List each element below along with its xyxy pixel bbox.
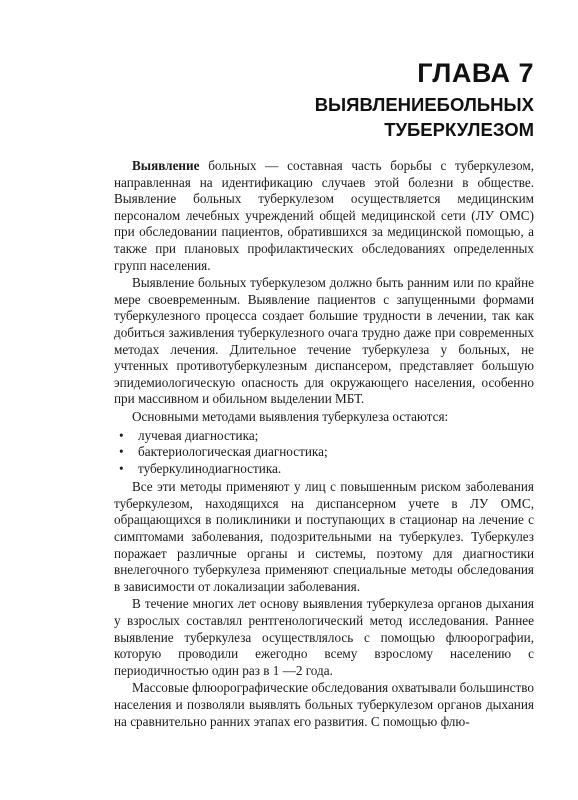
paragraph-2: Выявление больных туберкулезом должно быть ранним или по крайне мере своевременным. Выявление пациентов с запущенными формами туберкулезного процесса создает большие трудности в лечении, так как добиться заживления туберкулезного очага трудно даже при современных методах лечения. Длительное течение туберкулеза у больных, не учтенных противотуберкулезным диспансером, представляет большую эпидемиологическую опасность для окружающего населения, особенно при массивном и обильном выделении МБТ. <box>114 275 534 407</box>
list-item: • туберкулинодиагностика. <box>114 461 534 478</box>
chapter-title <box>315 92 534 142</box>
chapter-number: ГЛАВА 7 <box>417 58 534 88</box>
paragraph-1 <box>114 158 534 274</box>
methods-list <box>114 428 534 478</box>
list-item: • лучевая диагностика; <box>114 428 534 445</box>
chapter-title-line-1: ВЫЯВЛЕНИЕБОЛЬНЫХ <box>314 94 534 115</box>
chapter-title-line-2: ТУБЕРКУЛЕЗОМ <box>384 119 534 140</box>
body-text <box>114 158 534 730</box>
paragraph-1-text: больных — составная часть борьбы с туберкулезом, направленная на идентификацию случаев этой болезни в обществе. Выявление больных туберкулезом осуществляется медицинским персоналом лечебных учреждений общей медицинской сети (ЛУ ОМС) при обследовании пациентов, обратившихся за медицинской помощью, а также при плановых профилактических обследованиях определенных групп населения. <box>114 158 534 273</box>
term-bold: Выявление <box>132 158 200 173</box>
paragraph-3: Основными методами выявления туберкулеза остаются: <box>132 408 449 424</box>
paragraph-5: В течение многих лет основу выявления туберкулеза органов дыхания у взрослых составлял рентгенологический метод исследования. Раннее выявление туберкулеза осуществлялось с помощью флюорографии, которую проводили ежегодно всему взрослому населению с периодичностью один раз в 1 —2 года. <box>114 596 534 678</box>
list-item: • бактериологическая диагностика; <box>114 444 534 461</box>
paragraph-4: Все эти методы применяют у лиц с повышенным риском заболевания туберкулезом, находящихся на диспансерном учете в ЛУ ОМС, обращающихся в поликлиники и поступающих в стационар на лечение с симптомами заболевания, подозрительными на туберкулез. Туберкулез поражает различные органы и системы, поэтому для диагностики внелегочного туберкулеза применяют специальные методы обследования в зависимости от локализации заболевания. <box>114 479 534 594</box>
paragraph-6: Массовые флюорографические обследования охватывали большинство населения и позволяли выявлять больных туберкулезом органов дыхания на сравнительно ранних этапах его развития. С помощью флю- <box>114 680 534 729</box>
